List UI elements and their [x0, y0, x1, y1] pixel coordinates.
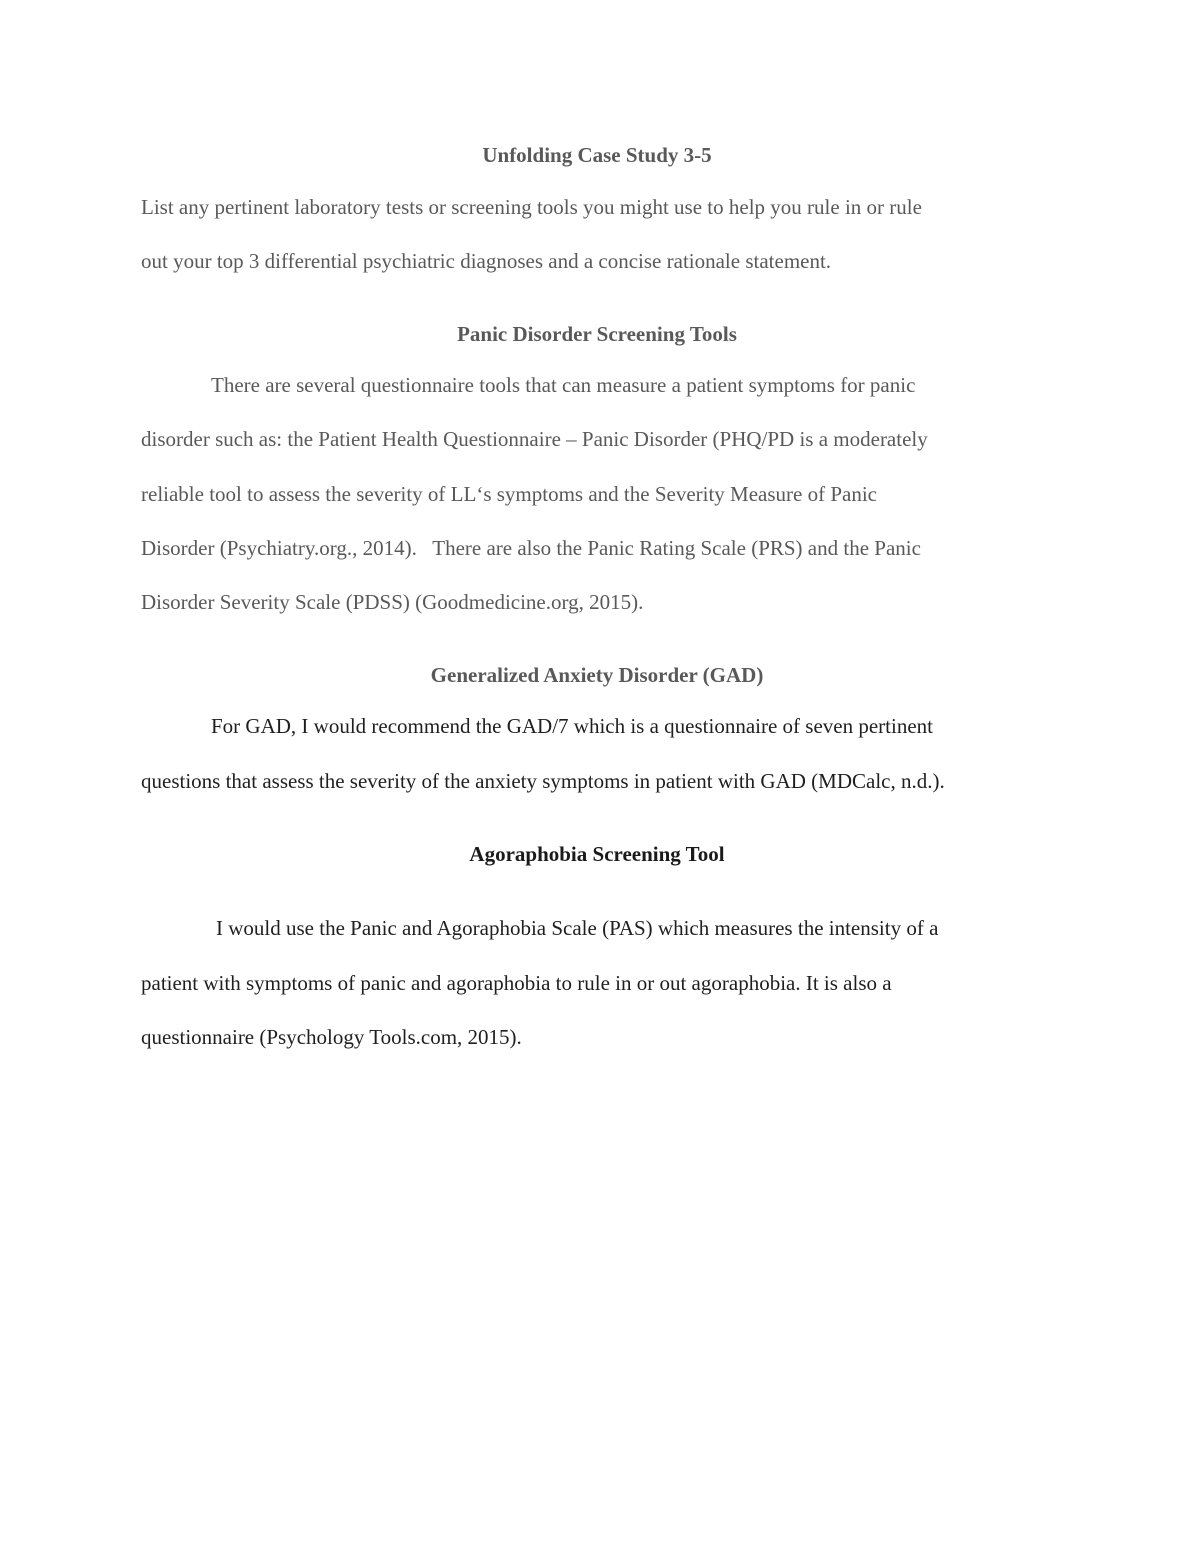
- paragraph-line: Disorder (Psychiatry.org., 2014). There are also the Panic Rating Scale (PRS) and the Panic: [141, 536, 921, 560]
- paragraph-line: questionnaire (Psychology Tools.com, 2015).: [141, 1025, 522, 1049]
- paragraph-line: reliable tool to assess the severity of LL‘s symptoms and the Severity Measure of Panic: [141, 482, 877, 506]
- paragraph-line: questions that assess the severity of the anxiety symptoms in patient with GAD (MDCalc, n.d.).: [141, 769, 945, 793]
- prompt-line: List any pertinent laboratory tests or screening tools you might use to help you rule in or rule: [141, 195, 922, 219]
- paragraph-line: I would use the Panic and Agoraphobia Scale (PAS) which measures the intensity of a: [216, 916, 939, 940]
- prompt-line: out your top 3 differential psychiatric diagnoses and a concise rationale statement.: [141, 249, 832, 273]
- section-heading-gad: Generalized Anxiety Disorder (GAD): [430, 663, 764, 687]
- paragraph-line: For GAD, I would recommend the GAD/7 which is a questionnaire of seven pertinent: [211, 714, 933, 738]
- paragraph-line: disorder such as: the Patient Health Questionnaire – Panic Disorder (PHQ/PD is a moderately: [141, 427, 928, 451]
- paragraph-line: patient with symptoms of panic and agoraphobia to rule in or out agoraphobia. It is also a: [141, 971, 892, 995]
- section-heading-agoraphobia: Agoraphobia Screening Tool: [469, 842, 725, 866]
- section-heading-panic: Panic Disorder Screening Tools: [457, 322, 737, 346]
- paragraph-line: There are several questionnaire tools that can measure a patient symptoms for panic: [211, 373, 916, 397]
- paragraph-line: Disorder Severity Scale (PDSS) (Goodmedicine.org, 2015).: [141, 590, 644, 614]
- document-title: Unfolding Case Study 3-5: [482, 143, 712, 167]
